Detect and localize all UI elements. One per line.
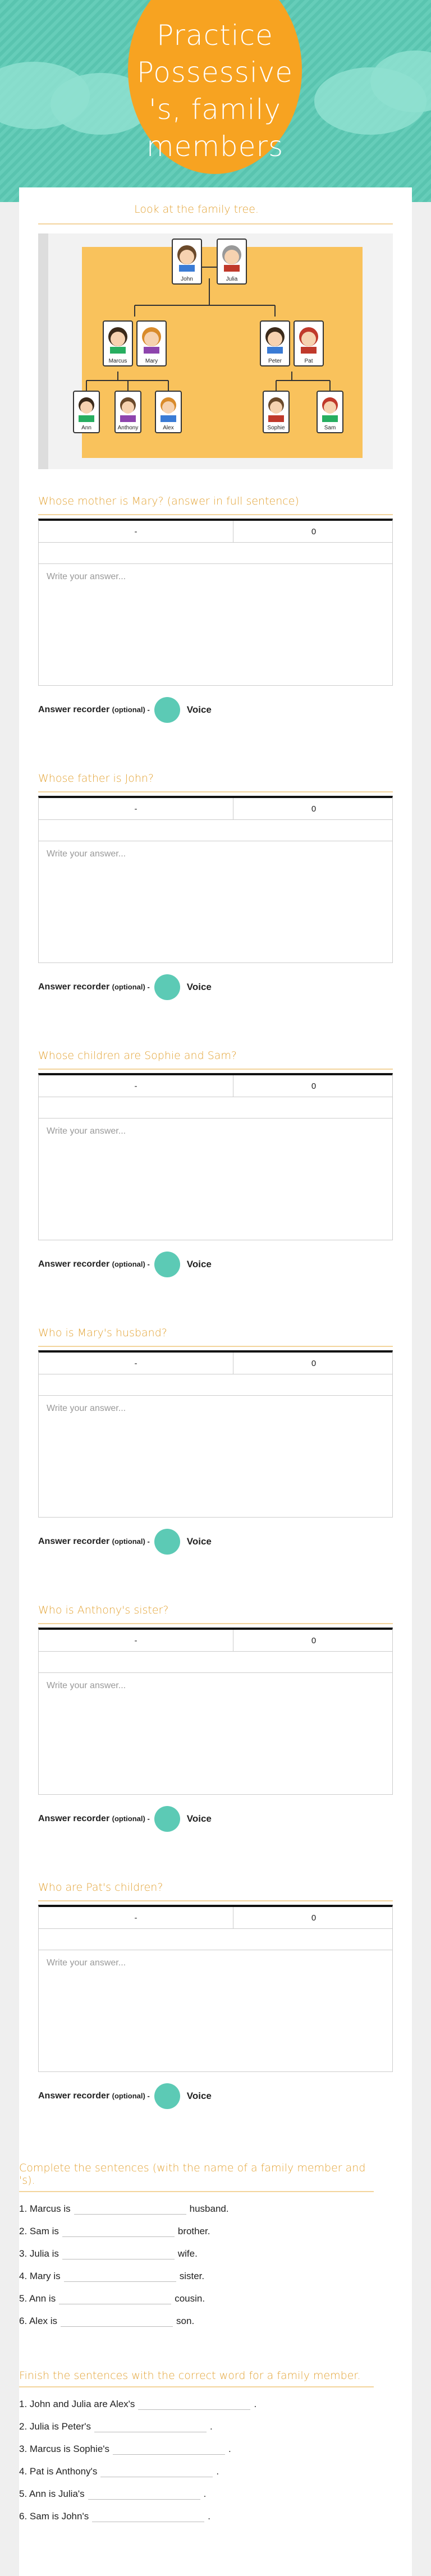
voice-record-button[interactable]	[154, 1806, 180, 1832]
sentence-row	[19, 2192, 374, 2215]
sentence-start: 6. Sam is John's	[19, 2511, 89, 2522]
score-cell: -	[39, 1630, 233, 1651]
divider	[38, 223, 393, 224]
sentence-start: 2. Sam is	[19, 2226, 59, 2236]
question-block	[38, 1327, 393, 1556]
sentence-end: .	[203, 2488, 207, 2499]
sentence-start: 3. Julia is	[19, 2248, 59, 2259]
answer-placeholder: Write your answer...	[47, 1404, 126, 1413]
sentence-row	[19, 2432, 374, 2455]
question-block	[38, 495, 393, 724]
recorder-label: Answer recorder	[38, 1259, 110, 1269]
tree-person-julia	[217, 239, 246, 284]
question-heading: Whose children are Sophie and Sam?	[38, 1049, 237, 1062]
voice-record-button[interactable]	[154, 2083, 180, 2109]
sentence-row	[19, 2259, 374, 2282]
answer-recorder	[38, 2082, 393, 2110]
answer-recorder	[38, 973, 393, 1001]
sentence-start: 6. Alex is	[19, 2316, 58, 2326]
sentence-row	[19, 2387, 374, 2410]
recorder-optional: (optional) -	[112, 1537, 150, 1546]
sentence-start: 2. Julia is Peter's	[19, 2421, 91, 2432]
question-heading: Who are Pat's children?	[38, 1881, 163, 1894]
sentence-end: wife.	[177, 2248, 198, 2259]
blank-input[interactable]	[100, 2464, 213, 2477]
points-cell: 0	[311, 1358, 317, 1368]
sentence-row	[19, 2215, 374, 2237]
sentence-end: husband.	[189, 2203, 229, 2214]
tree-name-label: Alex	[163, 425, 174, 431]
blank-input[interactable]	[138, 2397, 250, 2410]
score-table	[38, 1350, 393, 1396]
voice-record-button[interactable]	[154, 1529, 180, 1555]
tree-person-alex	[155, 391, 181, 433]
tree-person-john	[172, 239, 201, 284]
blank-input[interactable]	[61, 2314, 173, 2327]
finish-heading: Finish the sentences with the correct word for a family member.	[19, 2369, 361, 2382]
score-cell: -	[39, 1907, 233, 1928]
question-heading: Who is Mary's husband?	[38, 1327, 167, 1339]
answer-textarea[interactable]	[38, 841, 393, 963]
complete-section	[19, 2162, 374, 2327]
score-table	[38, 519, 393, 564]
points-cell: 0	[311, 1635, 317, 1645]
voice-label: Voice	[186, 2091, 212, 2101]
question-block	[38, 1604, 393, 1833]
sentence-end: son.	[176, 2316, 195, 2326]
blank-input[interactable]	[59, 2291, 171, 2304]
question-block	[38, 772, 393, 1001]
tree-name-label: Anthony	[117, 425, 139, 431]
score-table	[38, 1905, 393, 1950]
intro-section	[19, 203, 374, 222]
family-tree-image-frame	[38, 233, 393, 469]
sentence-start: 3. Marcus is Sophie's	[19, 2444, 110, 2454]
voice-label: Voice	[186, 982, 212, 992]
question-heading: Whose mother is Mary? (answer in full sentence)	[38, 495, 299, 507]
tree-name-label: Sam	[324, 425, 336, 431]
blank-input[interactable]	[64, 2269, 176, 2282]
tree-name-label: Ann	[81, 425, 91, 431]
voice-record-button[interactable]	[154, 697, 180, 723]
tree-person-marcus	[103, 321, 132, 366]
tree-name-label: Marcus	[108, 358, 127, 364]
score-table	[38, 1628, 393, 1673]
tree-person-sam	[317, 391, 343, 433]
blank-input[interactable]	[88, 2487, 200, 2500]
sentence-start: 4. Pat is Anthony's	[19, 2466, 98, 2477]
points-cell: 0	[311, 526, 317, 537]
sentence-row	[19, 2455, 374, 2477]
recorder-label: Answer recorder	[38, 705, 110, 714]
answer-placeholder: Write your answer...	[47, 1958, 126, 1968]
blank-input[interactable]	[62, 2247, 175, 2259]
tree-name-label: Julia	[226, 276, 238, 282]
blank-input[interactable]	[92, 2509, 204, 2522]
sentence-row	[19, 2304, 374, 2327]
tree-name-label: Pat	[304, 358, 313, 364]
answer-recorder	[38, 696, 393, 724]
answer-placeholder: Write your answer...	[47, 1126, 126, 1136]
family-tree-illustration	[38, 233, 393, 469]
blank-input[interactable]	[113, 2442, 225, 2455]
score-table	[38, 796, 393, 841]
sentence-end: cousin.	[175, 2293, 205, 2304]
points-cell: 0	[311, 1081, 317, 1091]
answer-recorder	[38, 1805, 393, 1833]
sentence-start: 5. Ann is Julia's	[19, 2488, 85, 2499]
answer-textarea[interactable]	[38, 1119, 393, 1240]
sentence-start: 4. Mary is	[19, 2271, 61, 2281]
sentence-end: sister.	[179, 2271, 205, 2281]
page-title: Practice Possessive 's, family members	[136, 19, 294, 163]
finish-section	[19, 2369, 374, 2522]
blank-input[interactable]	[94, 2419, 207, 2432]
sentence-row	[19, 2410, 374, 2432]
sentence-start: 1. John and Julia are Alex's	[19, 2399, 135, 2409]
answer-placeholder: Write your answer...	[47, 849, 126, 859]
sentence-end: .	[209, 2421, 213, 2432]
intro-heading: Look at the family tree.	[134, 203, 259, 216]
tree-name-label: Peter	[268, 358, 282, 364]
voice-record-button[interactable]	[154, 974, 180, 1000]
recorder-optional: (optional) -	[112, 2092, 150, 2100]
answer-textarea[interactable]	[38, 1396, 393, 1518]
blank-input[interactable]	[62, 2224, 175, 2237]
sentence-end: brother.	[177, 2226, 210, 2236]
points-cell: 0	[311, 1913, 317, 1923]
answer-textarea[interactable]	[38, 1673, 393, 1795]
points-cell: 0	[311, 804, 317, 814]
score-cell: -	[39, 1075, 233, 1097]
voice-record-button[interactable]	[154, 1252, 180, 1277]
recorder-optional: (optional) -	[112, 1814, 150, 1823]
recorder-label: Answer recorder	[38, 1537, 110, 1546]
tree-person-ann	[74, 391, 99, 433]
voice-label: Voice	[186, 1536, 212, 1547]
answer-recorder	[38, 1250, 393, 1278]
sentence-row	[19, 2477, 374, 2500]
answer-recorder	[38, 1528, 393, 1556]
sentence-end: .	[228, 2444, 231, 2454]
sentence-start: 5. Ann is	[19, 2293, 56, 2304]
recorder-label: Answer recorder	[38, 1814, 110, 1823]
voice-label: Voice	[186, 1259, 212, 1269]
tree-name-label: John	[181, 276, 193, 282]
score-cell: -	[39, 521, 233, 542]
sentence-start: 1. Marcus is	[19, 2203, 71, 2214]
tree-person-peter	[260, 321, 290, 366]
tree-person-mary	[137, 321, 166, 366]
tree-name-label: Sophie	[267, 425, 285, 431]
tree-person-pat	[294, 321, 323, 366]
recorder-optional: (optional) -	[112, 983, 150, 991]
recorder-optional: (optional) -	[112, 1260, 150, 1268]
sentence-row	[19, 2500, 374, 2522]
answer-textarea[interactable]	[38, 564, 393, 686]
question-block	[38, 1049, 393, 1278]
recorder-optional: (optional) -	[112, 705, 150, 714]
voice-label: Voice	[186, 704, 212, 715]
score-cell: -	[39, 798, 233, 819]
sentence-end: .	[208, 2511, 210, 2522]
score-cell: -	[39, 1353, 233, 1374]
sentence-end: .	[254, 2399, 257, 2409]
blank-input[interactable]	[74, 2202, 186, 2215]
answer-placeholder: Write your answer...	[47, 1681, 126, 1690]
complete-heading: Complete the sentences (with the name of a family member and 's).	[19, 2162, 366, 2187]
voice-label: Voice	[186, 1813, 212, 1824]
question-block	[38, 1881, 393, 2110]
sentence-row	[19, 2237, 374, 2259]
answer-placeholder: Write your answer...	[47, 572, 126, 581]
score-table	[38, 1073, 393, 1119]
tree-person-sophie	[263, 391, 289, 433]
question-heading: Who is Anthony's sister?	[38, 1604, 169, 1616]
recorder-label: Answer recorder	[38, 2091, 110, 2101]
sentence-end: .	[216, 2466, 219, 2477]
question-heading: Whose father is John?	[38, 772, 154, 785]
answer-textarea[interactable]	[38, 1950, 393, 2072]
tree-name-label: Mary	[145, 358, 158, 364]
sentence-row	[19, 2282, 374, 2304]
header-banner	[0, 0, 431, 202]
tree-person-anthony	[115, 391, 141, 433]
recorder-label: Answer recorder	[38, 982, 110, 992]
